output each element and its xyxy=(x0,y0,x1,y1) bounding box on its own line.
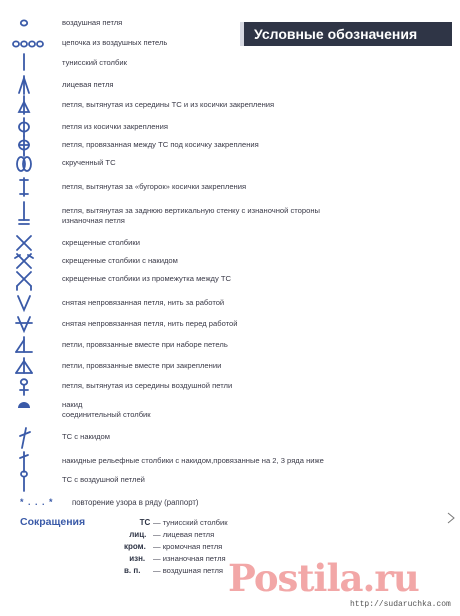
abbreviation-text: — изнаночная петля xyxy=(153,554,226,563)
abbreviation-text: — тунисский столбик xyxy=(153,518,228,527)
legend-description-line: изнаночная петля xyxy=(62,216,125,225)
legend-description-line: петля, вытянутая за «бугорок» косички закрепления xyxy=(62,182,247,191)
watermark-logo: Postila.ru xyxy=(228,556,419,600)
abbreviation-text: — воздушная петля xyxy=(153,566,224,575)
legend-description-line: ТС с воздушной петлей xyxy=(62,475,145,484)
legend-description-line: скрученный ТС xyxy=(62,158,116,167)
legend-description xyxy=(62,58,127,68)
legend-description-line: воздушная петля xyxy=(62,18,123,27)
legend-description xyxy=(62,381,232,391)
legend-description-line: петли, провязанные вместе при закреплении xyxy=(62,361,222,370)
abbreviations-title: Сокращения xyxy=(20,516,86,528)
legend-description xyxy=(62,80,114,90)
legend-description xyxy=(62,475,145,485)
legend-description-line: снятая непровязанная петля, нить перед работой xyxy=(62,319,238,328)
abbreviation-key: лиц. xyxy=(129,530,147,539)
watermark-url: http://sudaruchka.com xyxy=(350,600,451,609)
legend-description xyxy=(62,158,116,168)
legend-description-line: тунисский столбик xyxy=(62,58,127,67)
legend-description-line: соединительный столбик xyxy=(62,410,151,419)
legend-description xyxy=(62,38,167,48)
legend-description xyxy=(62,456,324,466)
legend-description-line: скрещенные столбики из промежутка между ТС xyxy=(62,274,231,283)
legend-description-line: петли, провязанные вместе при наборе петель xyxy=(62,340,228,349)
legend-description-line: петля, провязанная между ТС под косичку закрепления xyxy=(62,140,259,149)
legend-description xyxy=(62,206,320,226)
repeat-symbol: * . . . * xyxy=(20,497,54,507)
legend-description-line: ТС с накидом xyxy=(62,432,110,441)
legend-description-line: скрещенные столбики xyxy=(62,238,140,247)
loop-back-wall-icon xyxy=(12,200,56,228)
page-title: Условные обозначения xyxy=(240,22,452,46)
legend-description xyxy=(62,319,238,329)
legend-description xyxy=(62,361,221,371)
repeat-text: повторение узора в ряду (раппорт) xyxy=(72,498,199,507)
legend-description-line: петля, вытянутая из середины воздушной петли xyxy=(62,381,233,390)
legend-description-line: петля из косички закрепления xyxy=(62,122,168,131)
legend-description-line: снятая непровязанная петля, нить за работой xyxy=(62,298,225,307)
corner-arrow-icon xyxy=(446,512,456,524)
legend-description xyxy=(62,298,224,308)
legend-description-line: скрещенные столбики с накидом xyxy=(62,256,178,265)
legend-description xyxy=(62,18,122,28)
legend-description xyxy=(62,100,274,110)
legend-description xyxy=(62,182,246,192)
legend-description-line: петля, вытянутая за заднюю вертикальную стенку с изнаночной стороны xyxy=(62,206,321,215)
yarn-over-icon xyxy=(12,394,56,422)
legend-description xyxy=(62,256,178,266)
abbreviation-text: — лицевая петля xyxy=(153,530,215,539)
legend-description-line: накид xyxy=(62,400,83,409)
legend-description xyxy=(62,432,110,442)
legend-description xyxy=(62,122,168,132)
legend-description-line: накидные рельефные столбики с накидом,провязанные на 2, 3 ряда ниже xyxy=(62,456,324,465)
legend-description xyxy=(62,274,231,284)
abbreviation-text: — кромочная петля xyxy=(153,542,223,551)
legend-description xyxy=(62,340,228,350)
legend-description xyxy=(62,238,140,248)
legend-description-line: лицевая петля xyxy=(62,80,114,89)
abbreviation-key: изн. xyxy=(129,554,146,563)
tc-air-icon xyxy=(12,469,56,497)
legend-description-line: петля, вытянутая из середины ТС и из косички закрепления xyxy=(62,100,275,109)
abbreviation-key: кром. xyxy=(124,542,146,551)
abbreviation-key: в. п. xyxy=(124,566,141,575)
legend-description xyxy=(62,400,151,420)
abbreviation-key: ТС xyxy=(139,518,151,527)
legend-description xyxy=(62,140,259,150)
legend-description-line: цепочка из воздушных петель xyxy=(62,38,168,47)
watermark xyxy=(220,556,460,616)
